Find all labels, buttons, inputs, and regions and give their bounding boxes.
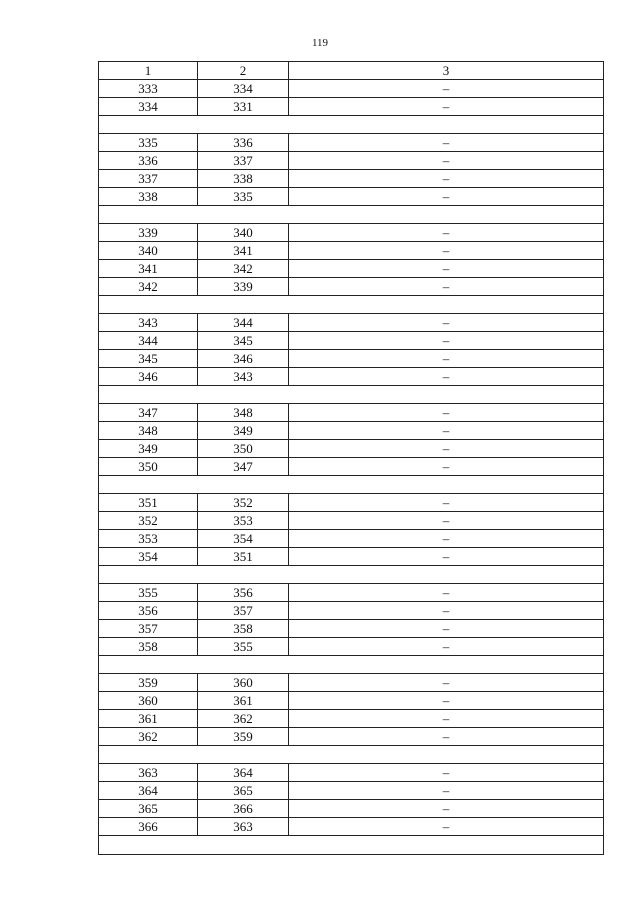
table-cell-col2: 359 (198, 728, 289, 746)
table-cell-col1: 346 (99, 368, 198, 386)
separator-cell (99, 296, 604, 314)
table-cell-col3: – (289, 710, 604, 728)
group-separator-row (99, 386, 604, 404)
table-cell-col1: 365 (99, 800, 198, 818)
table-cell-col2: 349 (198, 422, 289, 440)
table-cell-col2: 340 (198, 224, 289, 242)
table-row (99, 422, 604, 440)
table-cell-col2: 342 (198, 260, 289, 278)
table-cell-col2: 337 (198, 152, 289, 170)
table-cell-col1: 338 (99, 188, 198, 206)
table-row (99, 98, 604, 116)
table-cell-col1: 341 (99, 260, 198, 278)
table-row (99, 368, 604, 386)
table-row (99, 170, 604, 188)
table-cell-col3: – (289, 512, 604, 530)
table-cell-col1: 362 (99, 728, 198, 746)
table-cell-col2: 335 (198, 188, 289, 206)
table-cell-col1: 342 (99, 278, 198, 296)
table-cell-col1: 349 (99, 440, 198, 458)
table-cell-col1: 337 (99, 170, 198, 188)
separator-cell (99, 566, 604, 584)
table-row (99, 332, 604, 350)
table-cell-col3: – (289, 404, 604, 422)
table-row (99, 224, 604, 242)
table-cell-col3: – (289, 152, 604, 170)
table-row (99, 584, 604, 602)
table-cell-col1: 351 (99, 494, 198, 512)
separator-cell (99, 746, 604, 764)
table-row (99, 782, 604, 800)
table-row (99, 728, 604, 746)
table-cell-col2: 363 (198, 818, 289, 836)
separator-cell (99, 206, 604, 224)
table-cell-col2: 339 (198, 278, 289, 296)
table-cell-col2: 336 (198, 134, 289, 152)
table-row (99, 260, 604, 278)
table-row (99, 710, 604, 728)
table-cell-col1: 363 (99, 764, 198, 782)
table-cell-col1: 345 (99, 350, 198, 368)
table-row (99, 548, 604, 566)
table-cell-col1: 355 (99, 584, 198, 602)
table-cell-col2: 351 (198, 548, 289, 566)
table-cell-col3: – (289, 134, 604, 152)
separator-cell (99, 836, 604, 855)
table-cell-col3: – (289, 728, 604, 746)
table-cell-col3: – (289, 584, 604, 602)
table-cell-col3: – (289, 692, 604, 710)
table-cell-col1: 358 (99, 638, 198, 656)
separator-cell (99, 656, 604, 674)
table-cell-col2: 366 (198, 800, 289, 818)
table-cell-col3: – (289, 278, 604, 296)
table-cell-col1: 350 (99, 458, 198, 476)
table-cell-col2: 365 (198, 782, 289, 800)
table-row (99, 764, 604, 782)
table-row (99, 458, 604, 476)
table-row (99, 674, 604, 692)
table-row (99, 188, 604, 206)
header-row (99, 62, 604, 80)
table-cell-col2: 355 (198, 638, 289, 656)
table-cell-col1: 354 (99, 548, 198, 566)
table-cell-col3: – (289, 674, 604, 692)
table-cell-col2: 357 (198, 602, 289, 620)
table-cell-col2: 344 (198, 314, 289, 332)
table-cell-col3: – (289, 548, 604, 566)
column-header-3: 3 (289, 62, 604, 80)
table-cell-col2: 346 (198, 350, 289, 368)
table-cell-col2: 345 (198, 332, 289, 350)
table-cell-col2: 350 (198, 440, 289, 458)
table-row (99, 530, 604, 548)
table-cell-col1: 339 (99, 224, 198, 242)
table-cell-col1: 335 (99, 134, 198, 152)
table-cell-col3: – (289, 602, 604, 620)
table-cell-col1: 352 (99, 512, 198, 530)
table-cell-col1: 359 (99, 674, 198, 692)
separator-cell (99, 116, 604, 134)
table-row (99, 404, 604, 422)
table-cell-col3: – (289, 332, 604, 350)
group-separator-row (99, 206, 604, 224)
table-cell-col3: – (289, 170, 604, 188)
table-cell-col2: 360 (198, 674, 289, 692)
table-cell-col2: 353 (198, 512, 289, 530)
table-cell-col3: – (289, 530, 604, 548)
table-cell-col2: 362 (198, 710, 289, 728)
table-cell-col3: – (289, 350, 604, 368)
table-cell-col2: 347 (198, 458, 289, 476)
table-cell-col3: – (289, 188, 604, 206)
separator-cell (99, 386, 604, 404)
table-row (99, 152, 604, 170)
table-row (99, 620, 604, 638)
separator-cell (99, 476, 604, 494)
data-table-container (98, 61, 603, 855)
table-cell-col1: 361 (99, 710, 198, 728)
table-cell-col1: 336 (99, 152, 198, 170)
table-cell-col3: – (289, 368, 604, 386)
table-cell-col1: 348 (99, 422, 198, 440)
table-row (99, 440, 604, 458)
table-cell-col2: 348 (198, 404, 289, 422)
table-cell-col1: 366 (99, 818, 198, 836)
group-separator-row (99, 296, 604, 314)
table-cell-col3: – (289, 782, 604, 800)
table-cell-col2: 356 (198, 584, 289, 602)
table-cell-col3: – (289, 440, 604, 458)
table-row (99, 800, 604, 818)
table-cell-col1: 353 (99, 530, 198, 548)
table-cell-col3: – (289, 422, 604, 440)
table-cell-col3: – (289, 458, 604, 476)
table-cell-col1: 343 (99, 314, 198, 332)
table-cell-col3: – (289, 764, 604, 782)
table-cell-col2: 354 (198, 530, 289, 548)
table-cell-col3: – (289, 620, 604, 638)
table-cell-col1: 364 (99, 782, 198, 800)
table-row (99, 602, 604, 620)
table-cell-col3: – (289, 800, 604, 818)
data-table (98, 61, 604, 855)
table-cell-col1: 347 (99, 404, 198, 422)
table-cell-col2: 361 (198, 692, 289, 710)
table-cell-col1: 357 (99, 620, 198, 638)
table-cell-col3: – (289, 260, 604, 278)
table-cell-col2: 358 (198, 620, 289, 638)
table-cell-col1: 356 (99, 602, 198, 620)
table-cell-col2: 341 (198, 242, 289, 260)
table-cell-col1: 344 (99, 332, 198, 350)
table-cell-col3: – (289, 98, 604, 116)
group-separator-row (99, 746, 604, 764)
column-header-2: 2 (198, 62, 289, 80)
page-number: 119 (311, 37, 329, 49)
table-cell-col1: 334 (99, 98, 198, 116)
table-cell-col3: – (289, 80, 604, 98)
table-cell-col3: – (289, 224, 604, 242)
table-cell-col2: 331 (198, 98, 289, 116)
group-separator-row (99, 656, 604, 674)
table-row (99, 350, 604, 368)
table-cell-col2: 343 (198, 368, 289, 386)
table-cell-col2: 352 (198, 494, 289, 512)
table-cell-col1: 360 (99, 692, 198, 710)
table-cell-col3: – (289, 494, 604, 512)
table-cell-col2: 338 (198, 170, 289, 188)
table-body (99, 80, 604, 855)
table-row (99, 494, 604, 512)
table-row (99, 278, 604, 296)
table-row (99, 692, 604, 710)
group-separator-row (99, 836, 604, 855)
table-row (99, 512, 604, 530)
table-cell-col3: – (289, 818, 604, 836)
table-cell-col3: – (289, 638, 604, 656)
table-cell-col1: 333 (99, 80, 198, 98)
table-row (99, 638, 604, 656)
table-row (99, 242, 604, 260)
table-row (99, 818, 604, 836)
table-cell-col2: 334 (198, 80, 289, 98)
group-separator-row (99, 116, 604, 134)
table-cell-col3: – (289, 314, 604, 332)
table-row (99, 314, 604, 332)
table-cell-col2: 364 (198, 764, 289, 782)
table-cell-col1: 340 (99, 242, 198, 260)
table-cell-col3: – (289, 242, 604, 260)
column-header-1: 1 (99, 62, 198, 80)
group-separator-row (99, 566, 604, 584)
group-separator-row (99, 476, 604, 494)
table-row (99, 80, 604, 98)
table-row (99, 134, 604, 152)
